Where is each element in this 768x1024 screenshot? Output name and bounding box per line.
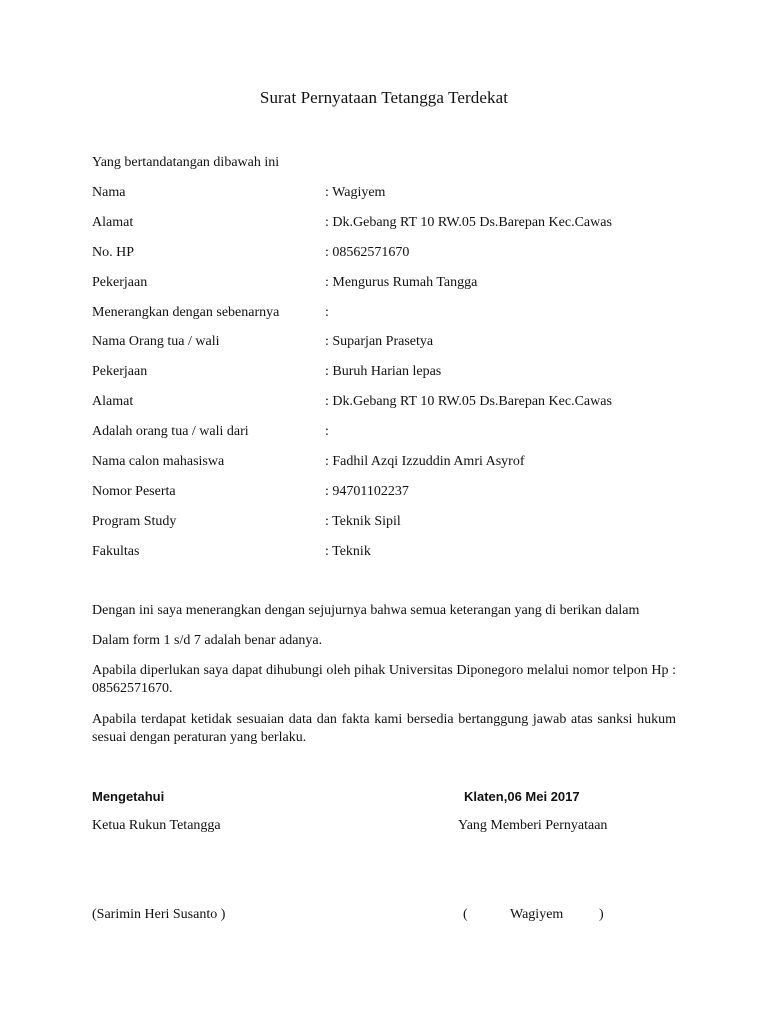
field-label: Nama Orang tua / wali: [92, 334, 220, 350]
field-label: Adalah orang tua / wali dari: [92, 424, 249, 440]
field-value: :: [325, 304, 329, 320]
open-parenthesis: (: [463, 907, 468, 922]
close-parenthesis: ): [599, 907, 604, 922]
field-row: [92, 185, 692, 215]
field-label: Menerangkan dengan sebenarnya: [92, 304, 280, 320]
field-label: No. HP: [92, 244, 135, 260]
field-value: : Teknik: [325, 543, 371, 559]
statement-paragraph: Dengan ini saya menerangkan dengan sejujurnya bahwa semua keterangan yang di berikan dalam: [92, 603, 640, 618]
field-value: :: [325, 424, 329, 440]
field-value: : Dk.Gebang RT 10 RW.05 Ds.Barepan Kec.Cawas: [325, 214, 612, 230]
intro-text: Yang bertandatangan dibawah ini: [92, 155, 280, 170]
letter-title: Surat Pernyataan Tetangga Terdekat: [259, 88, 509, 107]
rt-head-role: Ketua Rukun Tetangga: [92, 818, 221, 833]
field-label: Nama: [92, 185, 126, 200]
field-label: Alamat: [92, 394, 134, 410]
field-row: [92, 394, 692, 424]
rt-head-signature-name: (Sarimin Heri Susanto ): [92, 907, 226, 922]
field-row: [92, 305, 692, 335]
contact-paragraph: Apabila diperlukan saya dapat dihubungi oleh pihak Universitas Diponegoro melalui nomor telpon Hp : 08562571670.: [92, 663, 676, 696]
declarant-signature-name: Wagiyem: [510, 907, 564, 922]
field-value: : Wagiyem: [325, 185, 386, 200]
field-row: [92, 275, 692, 305]
field-row: [92, 484, 692, 514]
field-value: : 08562571670: [325, 244, 410, 260]
field-row: [92, 364, 692, 394]
field-row: [92, 334, 692, 364]
field-row: [92, 544, 692, 574]
field-value: : Buruh Harian lepas: [325, 364, 442, 380]
responsibility-paragraph: Apabila terdapat ketidak sesuaian data dan fakta kami bersedia bertanggung jawab atas sanksi hukum sesuai dengan peraturan yang berlaku.: [92, 712, 676, 745]
declarant-role: Yang Memberi Pernyataan: [458, 818, 608, 833]
place-date: Klaten,06 Mei 2017: [464, 789, 580, 804]
field-label: Alamat: [92, 214, 134, 230]
field-label: Nomor Peserta: [92, 483, 176, 499]
acknowledged-heading: Mengetahui: [92, 789, 165, 804]
statement-paragraph: Dalam form 1 s/d 7 adalah benar adanya.: [92, 633, 323, 648]
field-value: : 94701102237: [325, 483, 409, 499]
field-value: : Fadhil Azqi Izzuddin Amri Asyrof: [325, 454, 525, 470]
field-label: Nama calon mahasiswa: [92, 454, 225, 470]
field-list: [92, 185, 692, 574]
field-value: : Mengurus Rumah Tangga: [325, 274, 478, 290]
field-row: [92, 245, 692, 275]
field-value: : Dk.Gebang RT 10 RW.05 Ds.Barepan Kec.Cawas: [325, 394, 612, 410]
field-label: Program Study: [92, 513, 177, 529]
field-value: : Suparjan Prasetya: [325, 334, 434, 350]
field-label: Pekerjaan: [92, 274, 148, 290]
field-row: [92, 424, 692, 454]
field-row: [92, 215, 692, 245]
field-label: Fakultas: [92, 543, 140, 559]
field-label: Pekerjaan: [92, 364, 148, 380]
field-row: [92, 514, 692, 544]
field-value: : Teknik Sipil: [325, 513, 401, 529]
field-row: [92, 454, 692, 484]
